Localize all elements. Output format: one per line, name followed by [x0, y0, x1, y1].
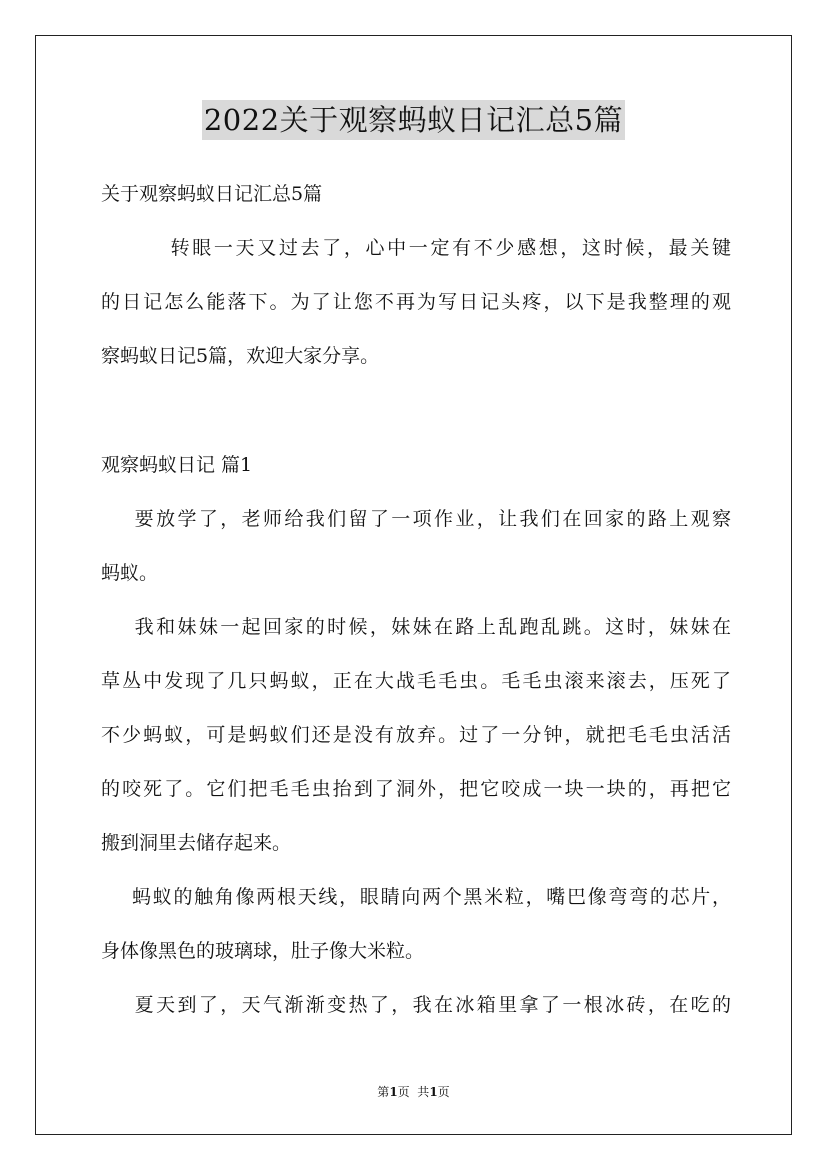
body-line: 草丛中发现了几只蚂蚁，正在大战毛毛虫。毛毛虫滚来滚去，压死了 — [101, 670, 731, 692]
footer-prefix: 第 — [377, 1085, 390, 1099]
body-line: 不少蚂蚁，可是蚂蚁们还是没有放弃。过了一分钟，就把毛毛虫活活 — [101, 724, 731, 746]
body-line: 的咬死了。它们把毛毛虫抬到了洞外，把它咬成一块一块的，再把它 — [101, 778, 731, 800]
document-title: 2022关于观察蚂蚁日记汇总5篇 — [202, 100, 625, 140]
body-line: 蚂蚁的触角像两根天线，眼睛向两个黑米粒，嘴巴像弯弯的芯片， — [101, 886, 731, 908]
section-heading: 观察蚂蚁日记 篇1 — [101, 454, 253, 476]
intro-line: 察蚂蚁日记5篇，欢迎大家分享。 — [101, 345, 380, 367]
body-line: 我和妹妹一起回家的时候，妹妹在路上乱跑乱跳。这时，妹妹在 — [101, 616, 731, 638]
intro-line: 转眼一天又过去了，心中一定有不少感想，这时候，最关键 — [101, 237, 731, 259]
footer-mid: 页 共 — [397, 1085, 430, 1099]
body-line: 要放学了，老师给我们留了一项作业，让我们在回家的路上观察 — [101, 508, 731, 530]
body-line: 蚂蚁。 — [101, 562, 159, 584]
footer-suffix: 页 — [437, 1085, 450, 1099]
document-subtitle: 关于观察蚂蚁日记汇总5篇 — [101, 183, 323, 205]
body-line: 搬到洞里去储存起来。 — [101, 832, 292, 854]
body-line: 身体像黑色的玻璃球，肚子像大米粒。 — [101, 940, 425, 962]
title-wrap — [0, 100, 827, 140]
page-footer — [0, 1084, 827, 1100]
footer-page-current: 1 — [389, 1085, 398, 1099]
footer-page-total: 1 — [429, 1085, 438, 1099]
body-line: 夏天到了，天气渐渐变热了，我在冰箱里拿了一根冰砖，在吃的 — [101, 994, 731, 1016]
intro-line: 的日记怎么能落下。为了让您不再为写日记头疼，以下是我整理的观 — [101, 291, 731, 313]
